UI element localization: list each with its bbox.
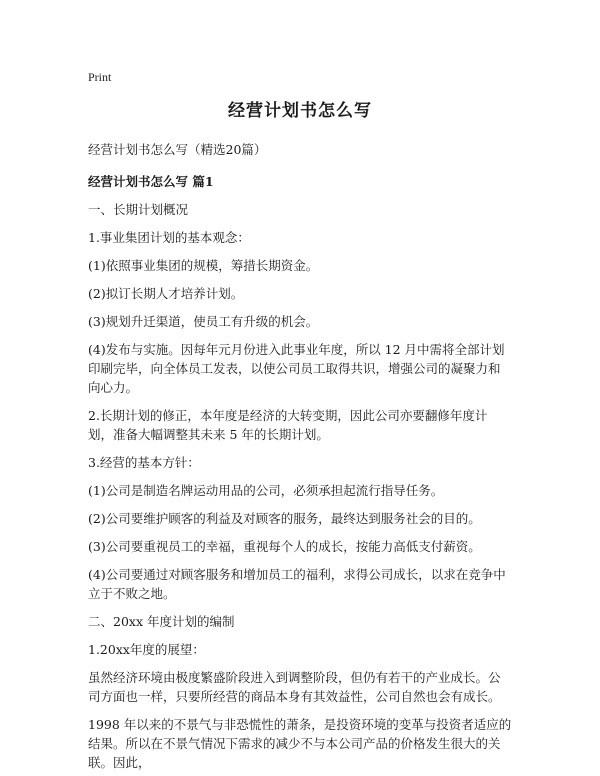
document-title: 经营计划书怎么写 (228, 101, 372, 121)
paragraph: (4)公司要通过对顾客服务和增加员工的福利，求得公司成长，以求在竞争中立于不败之地。 (88, 567, 506, 601)
paragraph: 虽然经济环境由极度繁盛阶段进入到调整阶段，但仍有若干的产业成长。公司方面也一样，只要所经营的商品本身有其效益性，公司自然也会有成长。 (88, 670, 501, 704)
paragraph: 3.经营的基本方针： (88, 455, 200, 470)
paragraph: (3)公司要重视员工的幸福，重视每个人的成长，按能力高低支付薪资。 (88, 539, 481, 554)
paragraph: 1.20xx年度的展望： (88, 642, 205, 657)
print-link[interactable]: Print (88, 70, 112, 84)
paragraph: (2)公司要维护顾客的利益及对顾客的服务，最终达到服务社会的目的。 (88, 511, 481, 526)
paragraph: 2.长期计划的修正，本年度是经济的大转变期，因此公司亦要翻修年度计划，准备大幅调整其未来 5 年的长期计划。 (88, 408, 488, 442)
paragraph: 1998 年以来的不景气与非恐慌性的萧条，是投资环境的变革与投资者适应的结果。所以在不景气情况下需求的减少不与本公司产品的价格发生很大的关联。因此， (88, 717, 512, 770)
paragraph: 1.事业集团计划的基本观念： (88, 230, 250, 245)
paragraph: 二、20xx 年度计划的编制 (88, 614, 235, 629)
paragraph: 一、长期计划概况 (88, 202, 189, 217)
document-subtitle: 经营计划书怎么写（精选20篇） (88, 142, 267, 157)
paragraph: (4)发布与实施。因每年元月份进入此事业年度，所以 12 月中需将全部计划印刷完毕，向全体员工发表，以使公司员工取得共识，增强公司的凝聚力和向心力。 (88, 342, 505, 395)
paragraph: (1)依照事业集团的规模，筹措长期资金。 (88, 258, 319, 273)
paragraph: (2)拟订长期人才培养计划。 (88, 286, 244, 301)
section-heading: 经营计划书怎么写 篇1 (88, 174, 214, 189)
paragraph: (1)公司是制造名牌运动用品的公司，必须承担起流行指导任务。 (88, 483, 444, 498)
paragraph: (3)规划升迁渠道，使员工有升级的机会。 (88, 314, 319, 329)
